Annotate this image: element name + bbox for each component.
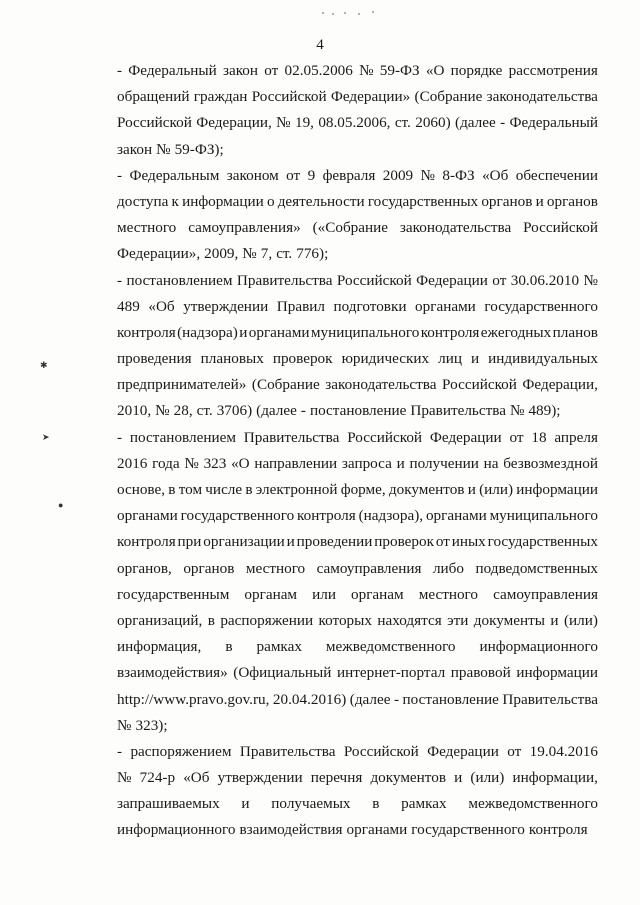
text-line: информация, в рамках межведомственного информационного — [117, 638, 598, 656]
text-line: организаций, в распоряжении которых находятся эти документы и (или) — [117, 611, 598, 629]
scan-artifact — [322, 8, 382, 18]
margin-mark: ➤ — [42, 432, 50, 442]
text-line: 2010, № 28, ст. 3706) (далее - постановление Правительства № 489); — [117, 402, 561, 420]
text-line: - постановлением Правительства Российской Федерации от 18 апреля — [117, 428, 598, 446]
text-line: проведения плановых проверок юридических лиц и индивидуальных — [117, 350, 598, 368]
text-line: Федерации», 2009, № 7, ст. 776); — [117, 245, 329, 263]
text-line: - постановлением Правительства Российской Федерации от 30.06.2010 № — [117, 271, 598, 289]
text-line: № 323); — [117, 716, 168, 734]
text-line: взаимодействия» (Официальный интернет-портал правовой информации — [117, 664, 598, 682]
text-line: обращений граждан Российской Федерации» (Собрание законодательства — [117, 88, 598, 106]
text-line: контроля при организации и проведении проверок от иных государственных — [117, 533, 598, 551]
text-line: - Федеральным законом от 9 февраля 2009 № 8-ФЗ «Об обеспечении — [117, 166, 598, 184]
text-line: закон № 59-ФЗ); — [117, 140, 224, 158]
document-body — [117, 58, 598, 844]
text-line: местного самоуправления» («Собрание законодательства Российской — [117, 219, 598, 237]
paragraph — [117, 58, 598, 163]
text-line: информационного взаимодействия органами государственного контроля — [117, 821, 588, 839]
text-line: контроля (надзора) и органами муниципального контроля ежегодных планов — [117, 323, 598, 341]
text-line: 489 «Об утверждении Правил подготовки органами государственного — [117, 297, 598, 315]
text-line: органов, органов местного самоуправления либо подведомственных — [117, 559, 598, 577]
text-line: - распоряжением Правительства Российской Федерации от 19.04.2016 — [117, 742, 598, 760]
text-line: Российской Федерации, № 19, 08.05.2006, ст. 2060) (далее - Федеральный — [117, 114, 598, 132]
text-line: предпринимателей» (Собрание законодательства Российской Федерации, — [117, 376, 598, 394]
text-line: № 724-р «Об утверждении перечня документов и (или) информации, — [117, 769, 598, 787]
paragraph — [117, 739, 598, 844]
paragraph — [117, 268, 598, 425]
text-line: основе, в том числе в электронной форме, документов и (или) информации — [117, 481, 598, 498]
text-line: запрашиваемых и получаемых в рамках межведомственного — [117, 795, 598, 813]
paragraph — [117, 425, 598, 739]
margin-mark: ● — [58, 500, 64, 510]
paragraph — [117, 163, 598, 268]
text-line: доступа к информации о деятельности государственных органов и органов — [117, 192, 598, 210]
page-number: 4 — [316, 37, 324, 53]
text-line: органами государственного контроля (надзора), органами муниципального — [117, 507, 598, 525]
margin-mark: ✱ — [40, 360, 48, 370]
text-line: - Федеральный закон от 02.05.2006 № 59-ФЗ «О порядке рассмотрения — [117, 62, 598, 79]
text-line: 2016 года № 323 «О направлении запроса и получении на безвозмездной — [117, 454, 598, 472]
text-line: http://www.pravo.gov.ru, 20.04.2016) (далее - постановление Правительства — [117, 690, 598, 708]
text-line: государственным органам или органам местного самоуправления — [117, 585, 598, 603]
